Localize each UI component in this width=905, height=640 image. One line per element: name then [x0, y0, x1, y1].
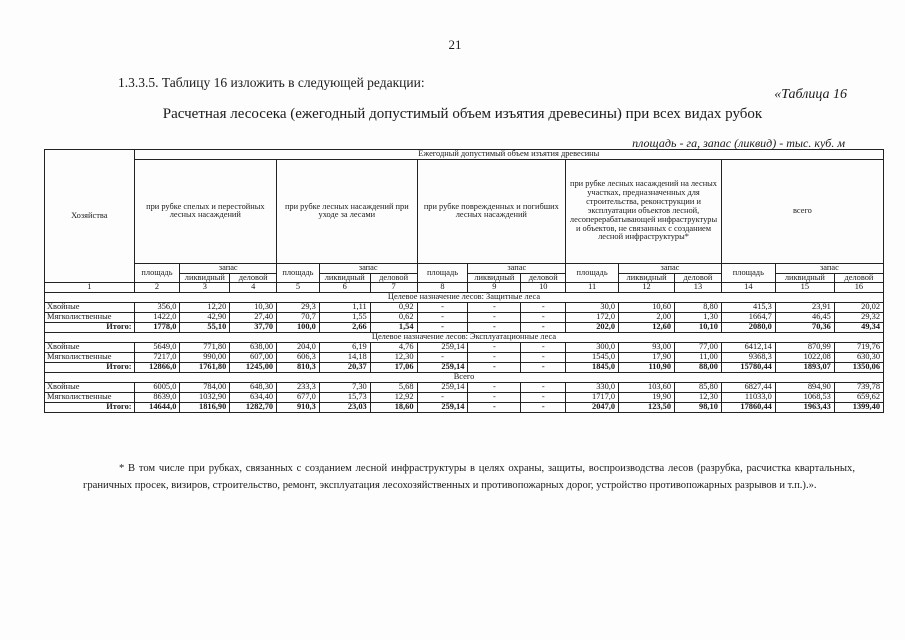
column-number: 12: [619, 283, 675, 293]
column-number: 5: [277, 283, 320, 293]
table-cell: 23,03: [319, 403, 370, 413]
section-header-row: [45, 373, 884, 383]
table-title: Расчетная лесосека (ежегодный допустимый объем изъятия древесины) при всех видах рубок: [162, 106, 763, 122]
table-cell: -: [468, 363, 521, 373]
table-cell: 7217,0: [134, 353, 180, 363]
header-business: деловой: [230, 273, 277, 283]
table-cell: 172,0: [566, 313, 619, 323]
table-cell: 98,10: [675, 403, 722, 413]
units-note: площадь - га, запас (ликвид) - тыс. куб. м: [632, 136, 845, 150]
table-cell: 606,3: [277, 353, 320, 363]
table-cell: 55,10: [180, 323, 230, 333]
table-cell: 12,30: [675, 393, 722, 403]
table-cell: 49,34: [834, 323, 883, 333]
header-business: деловой: [834, 273, 883, 283]
table-cell: 630,30: [834, 353, 883, 363]
table-cell: -: [417, 313, 468, 323]
table-cell: 1545,0: [566, 353, 619, 363]
table-cell: 29,3: [277, 303, 320, 313]
table-cell: -: [468, 313, 521, 323]
page-number: 21: [448, 37, 462, 52]
table-row: [45, 313, 884, 323]
table-cell: -: [468, 343, 521, 353]
table-cell: 20,37: [319, 363, 370, 373]
table-cell: 29,32: [834, 313, 883, 323]
table-cell: 1282,70: [230, 403, 277, 413]
table-cell: 1717,0: [566, 393, 619, 403]
table-cell: 1664,7: [721, 313, 775, 323]
header-liquid: ликвидный: [775, 273, 834, 283]
table-cell: 810,3: [277, 363, 320, 373]
table-cell: 259,14: [417, 343, 468, 353]
table-cell: 638,00: [230, 343, 277, 353]
table-cell: 20,02: [834, 303, 883, 313]
table-cell: 415,3: [721, 303, 775, 313]
table-cell: 4,76: [370, 343, 417, 353]
column-number: 16: [834, 283, 883, 293]
table-cell: 784,00: [180, 383, 230, 393]
row-label: Хвойные: [45, 303, 135, 313]
table-cell: 93,00: [619, 343, 675, 353]
column-number: 14: [721, 283, 775, 293]
column-number: 2: [134, 283, 180, 293]
table-cell: -: [521, 313, 566, 323]
footnote-text: * В том числе при рубках, связанных с созданием лесной инфраструктуры в целях охраны, защиты, воспроизводства лесов (разрубка, расчистка квартальных, граничных просек, визиров, строительство, ремонт, эксплуатация лесохозяйственных и противопожарных дорог, устройство противопожарных разрывов и т.п.).».: [83, 463, 855, 491]
table-cell: 300,0: [566, 343, 619, 353]
table-cell: -: [468, 353, 521, 363]
header-stock: запас: [468, 263, 566, 273]
table-cell: 12,20: [180, 303, 230, 313]
table-cell: 1778,0: [134, 323, 180, 333]
table-cell: 37,70: [230, 323, 277, 333]
table-cell: 77,00: [675, 343, 722, 353]
table-cell: 990,00: [180, 353, 230, 363]
header-business: деловой: [521, 273, 566, 283]
section-header-row: [45, 333, 884, 343]
table-cell: 10,60: [619, 303, 675, 313]
table-cell: -: [521, 363, 566, 373]
table-cell: 123,50: [619, 403, 675, 413]
table-cell: 2,66: [319, 323, 370, 333]
header-area: площадь: [134, 263, 180, 283]
section-title: Целевое назначение лесов: Защитные леса: [45, 293, 884, 303]
row-label: Итого:: [45, 403, 135, 413]
header-area: площадь: [721, 263, 775, 283]
table-cell: 0,92: [370, 303, 417, 313]
header-liquid: ликвидный: [319, 273, 370, 283]
table-cell: 6412,14: [721, 343, 775, 353]
table-cell: 7,30: [319, 383, 370, 393]
table-row: [45, 383, 884, 393]
column-number-row: [45, 283, 884, 293]
table-cell: 356,0: [134, 303, 180, 313]
row-label: Мягколиственные: [45, 313, 135, 323]
table-cell: 1422,0: [134, 313, 180, 323]
column-number: 4: [230, 283, 277, 293]
table-cell: -: [521, 323, 566, 333]
table-cell: 70,7: [277, 313, 320, 323]
table-cell: -: [417, 353, 468, 363]
table-cell: 1,55: [319, 313, 370, 323]
column-number: 1: [45, 283, 135, 293]
table-cell: 1,11: [319, 303, 370, 313]
section-header-row: [45, 293, 884, 303]
header-care-cut: при рубке лесных насаждений при уходе за лесами: [277, 159, 417, 263]
column-number: 3: [180, 283, 230, 293]
table-cell: 10,10: [675, 323, 722, 333]
header-damaged-cut: при рубке поврежденных и погибших лесных насаждений: [417, 159, 566, 263]
header-infrastructure-cut: при рубке лесных насаждений на лесных участках, предназначенных для строительства, реконструкции и эксплуатации объектов лесной, лесоперерабатывающей инфраструктуры и объектов, не связанных с созданием лесной инфраструктуры*: [566, 159, 722, 263]
row-label: Итого:: [45, 323, 135, 333]
table-cell: 12,92: [370, 393, 417, 403]
table-row: [45, 393, 884, 403]
table-cell: 5,68: [370, 383, 417, 393]
table-cell: 103,60: [619, 383, 675, 393]
header-liquid: ликвидный: [468, 273, 521, 283]
table-cell: 659,62: [834, 393, 883, 403]
table-cell: -: [468, 303, 521, 313]
table-cell: 1845,0: [566, 363, 619, 373]
section-title: Всего: [45, 373, 884, 383]
table-cell: 8,80: [675, 303, 722, 313]
column-number: 10: [521, 283, 566, 293]
table-cell: 15,73: [319, 393, 370, 403]
table-cell: -: [521, 353, 566, 363]
table-cell: -: [468, 383, 521, 393]
table-cell: 677,0: [277, 393, 320, 403]
table-cell: -: [521, 303, 566, 313]
table-cell: 870,99: [775, 343, 834, 353]
table-cell: 100,0: [277, 323, 320, 333]
table-reference: «Таблица 16: [774, 87, 847, 102]
table-cell: 15780,44: [721, 363, 775, 373]
table-cell: 1068,53: [775, 393, 834, 403]
header-business: деловой: [675, 273, 722, 283]
table-cell: 719,76: [834, 343, 883, 353]
table-cell: -: [417, 393, 468, 403]
header-liquid: ликвидный: [180, 273, 230, 283]
table-cell: 1893,07: [775, 363, 834, 373]
table-cell: 1761,80: [180, 363, 230, 373]
table-cell: 771,80: [180, 343, 230, 353]
allowable-cut-table: [44, 149, 884, 413]
header-stock: запас: [319, 263, 417, 273]
header-mature-cut: при рубке спелых и перестойных лесных насаждений: [134, 159, 277, 263]
table-cell: 1,30: [675, 313, 722, 323]
table-cell: -: [468, 323, 521, 333]
table-cell: 17860,44: [721, 403, 775, 413]
table-cell: 19,90: [619, 393, 675, 403]
column-number: 13: [675, 283, 722, 293]
table-cell: 1,54: [370, 323, 417, 333]
table-cell: 88,00: [675, 363, 722, 373]
table-cell: 607,00: [230, 353, 277, 363]
table-cell: 259,14: [417, 383, 468, 393]
column-number: 6: [319, 283, 370, 293]
header-total: всего: [721, 159, 883, 263]
table-cell: 18,60: [370, 403, 417, 413]
table-cell: -: [521, 403, 566, 413]
column-number: 11: [566, 283, 619, 293]
clause-text: 1.3.3.5. Таблицу 16 изложить в следующей редакции:: [118, 75, 425, 90]
table-row: [45, 353, 884, 363]
table-cell: 1816,90: [180, 403, 230, 413]
table-cell: -: [521, 393, 566, 403]
table-cell: 259,14: [417, 363, 468, 373]
table-row: [45, 343, 884, 353]
header-area: площадь: [277, 263, 320, 283]
table-cell: 739,78: [834, 383, 883, 393]
table-cell: -: [521, 343, 566, 353]
table-cell: -: [417, 323, 468, 333]
table-cell: 14,18: [319, 353, 370, 363]
table-row: [45, 363, 884, 373]
row-label: Мягколиственные: [45, 393, 135, 403]
column-number: 7: [370, 283, 417, 293]
row-label: Итого:: [45, 363, 135, 373]
table-cell: 910,3: [277, 403, 320, 413]
table-row: [45, 323, 884, 333]
table-cell: 634,40: [230, 393, 277, 403]
table-cell: 648,30: [230, 383, 277, 393]
table-cell: 6827,44: [721, 383, 775, 393]
table-cell: 233,3: [277, 383, 320, 393]
table-cell: -: [468, 403, 521, 413]
table-cell: 46,45: [775, 313, 834, 323]
table-cell: 12866,0: [134, 363, 180, 373]
table-cell: 5649,0: [134, 343, 180, 353]
table-cell: 1963,43: [775, 403, 834, 413]
column-number: 8: [417, 283, 468, 293]
table-row: [45, 403, 884, 413]
table-cell: 14644,0: [134, 403, 180, 413]
column-number: 15: [775, 283, 834, 293]
table-cell: 202,0: [566, 323, 619, 333]
header-business: деловой: [370, 273, 417, 283]
table-row: [45, 303, 884, 313]
table-cell: 12,30: [370, 353, 417, 363]
table-cell: 204,0: [277, 343, 320, 353]
row-label: Хвойные: [45, 383, 135, 393]
header-area: площадь: [566, 263, 619, 283]
table-cell: 1032,90: [180, 393, 230, 403]
header-stock: запас: [180, 263, 277, 273]
table-cell: 9368,3: [721, 353, 775, 363]
table-cell: 10,30: [230, 303, 277, 313]
table-cell: 2047,0: [566, 403, 619, 413]
table-cell: 27,40: [230, 313, 277, 323]
table-cell: 1245,00: [230, 363, 277, 373]
header-area: площадь: [417, 263, 468, 283]
table-cell: 23,91: [775, 303, 834, 313]
footnote: [83, 460, 855, 494]
table-cell: -: [521, 383, 566, 393]
table-cell: -: [468, 393, 521, 403]
table-cell: 330,0: [566, 383, 619, 393]
row-label: Хвойные: [45, 343, 135, 353]
table-cell: 6,19: [319, 343, 370, 353]
table-cell: 42,90: [180, 313, 230, 323]
table-cell: 12,60: [619, 323, 675, 333]
table-cell: -: [417, 303, 468, 313]
header-liquid: ликвидный: [619, 273, 675, 283]
table-cell: 1022,08: [775, 353, 834, 363]
header-farms: Хозяйства: [45, 150, 135, 283]
row-label: Мягколиственные: [45, 353, 135, 363]
table-cell: 17,06: [370, 363, 417, 373]
header-stock: запас: [619, 263, 722, 273]
table-cell: 17,90: [619, 353, 675, 363]
table-cell: 1350,06: [834, 363, 883, 373]
table-cell: 85,80: [675, 383, 722, 393]
table-cell: 30,0: [566, 303, 619, 313]
header-group: Ежегодный допустимый объем изъятия древесины: [134, 150, 883, 160]
table-cell: 110,90: [619, 363, 675, 373]
column-number: 9: [468, 283, 521, 293]
table-cell: 0,62: [370, 313, 417, 323]
section-title: Целевое назначение лесов: Эксплуатационные леса: [45, 333, 884, 343]
table-cell: 2080,0: [721, 323, 775, 333]
table-cell: 894,90: [775, 383, 834, 393]
table-cell: 8639,0: [134, 393, 180, 403]
header-stock: запас: [775, 263, 883, 273]
table-cell: 11,00: [675, 353, 722, 363]
table-cell: 70,36: [775, 323, 834, 333]
table-cell: 1399,40: [834, 403, 883, 413]
table-cell: 11033,0: [721, 393, 775, 403]
table-cell: 6005,0: [134, 383, 180, 393]
table-cell: 259,14: [417, 403, 468, 413]
table-cell: 2,00: [619, 313, 675, 323]
